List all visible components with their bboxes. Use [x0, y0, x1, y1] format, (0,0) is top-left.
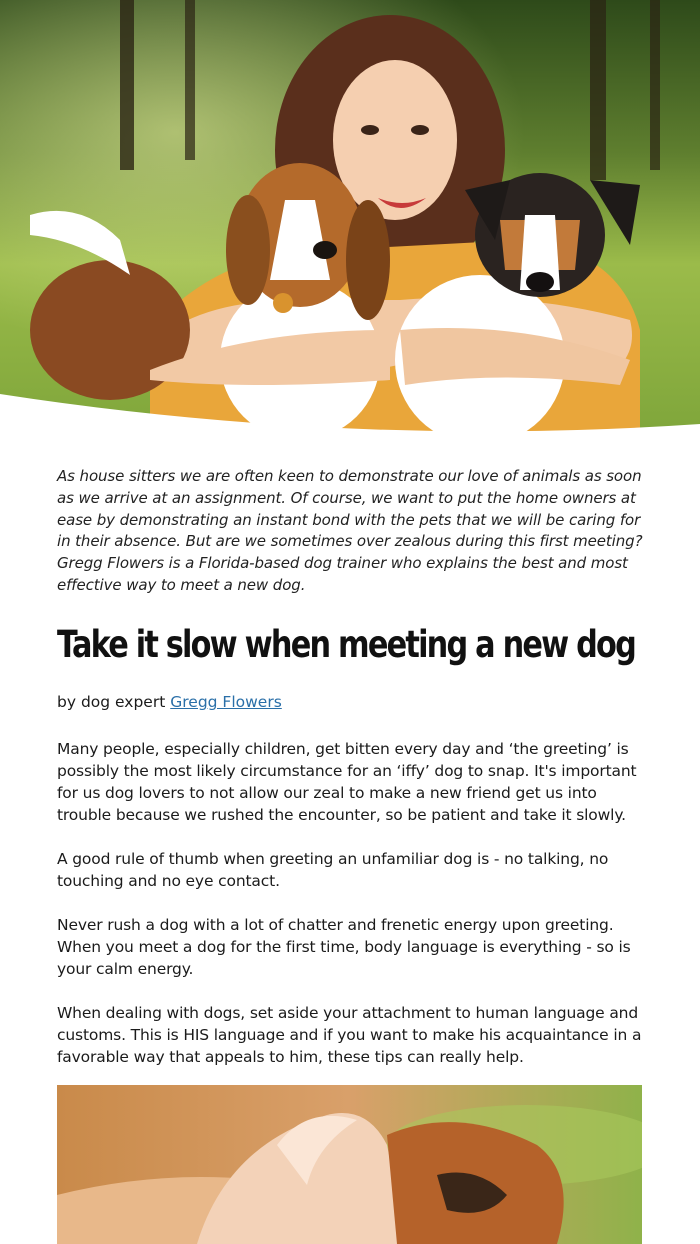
intro-paragraph: As house sitters we are often keen to demonstrate our love of animals as soon as we arrive at an assignment. Of course, we want to put the home owners at ease by demonstrating an instant bond with the pets that we will be caring for in their absence. But are we sometimes over zealous during this first meeting? Gregg Flowers is a Florida-based dog trainer who explains the best and most effective way to meet a new dog. — [57, 467, 643, 594]
body-paragraph: Never rush a dog with a lot of chatter and frenetic energy upon greeting. When you meet a dog for the first time, body language is everything - so is your calm energy. — [57, 916, 631, 978]
body-paragraph: A good rule of thumb when greeting an unfamiliar dog is - no talking, no touching and no eye contact. — [57, 850, 609, 890]
hand-and-paw-image — [57, 1085, 642, 1244]
article-title: Take it slow when meeting a new dog — [57, 623, 635, 666]
hero-curve-divider — [0, 388, 700, 448]
body-paragraph: Many people, especially children, get bitten every day and ‘the greeting’ is possibly the most likely circumstance for an ‘iffy’ dog to snap. It's important for us dog lovers to not allow our zeal to make a new friend get us into trouble because we rushed the encounter, so be patient and take it slowly. — [57, 740, 637, 824]
body-paragraph: When dealing with dogs, set aside your attachment to human language and customs. This is HIS language and if you want to make his acquaintance in a favorable way that appeals to him, these tips can really help. — [57, 1004, 642, 1066]
byline — [57, 693, 282, 711]
byline-prefix: by dog expert — [57, 693, 166, 711]
author-link[interactable]: Gregg Flowers — [170, 693, 282, 711]
article-body — [57, 738, 652, 1090]
hero-image — [0, 0, 700, 440]
article-intro — [57, 466, 647, 597]
